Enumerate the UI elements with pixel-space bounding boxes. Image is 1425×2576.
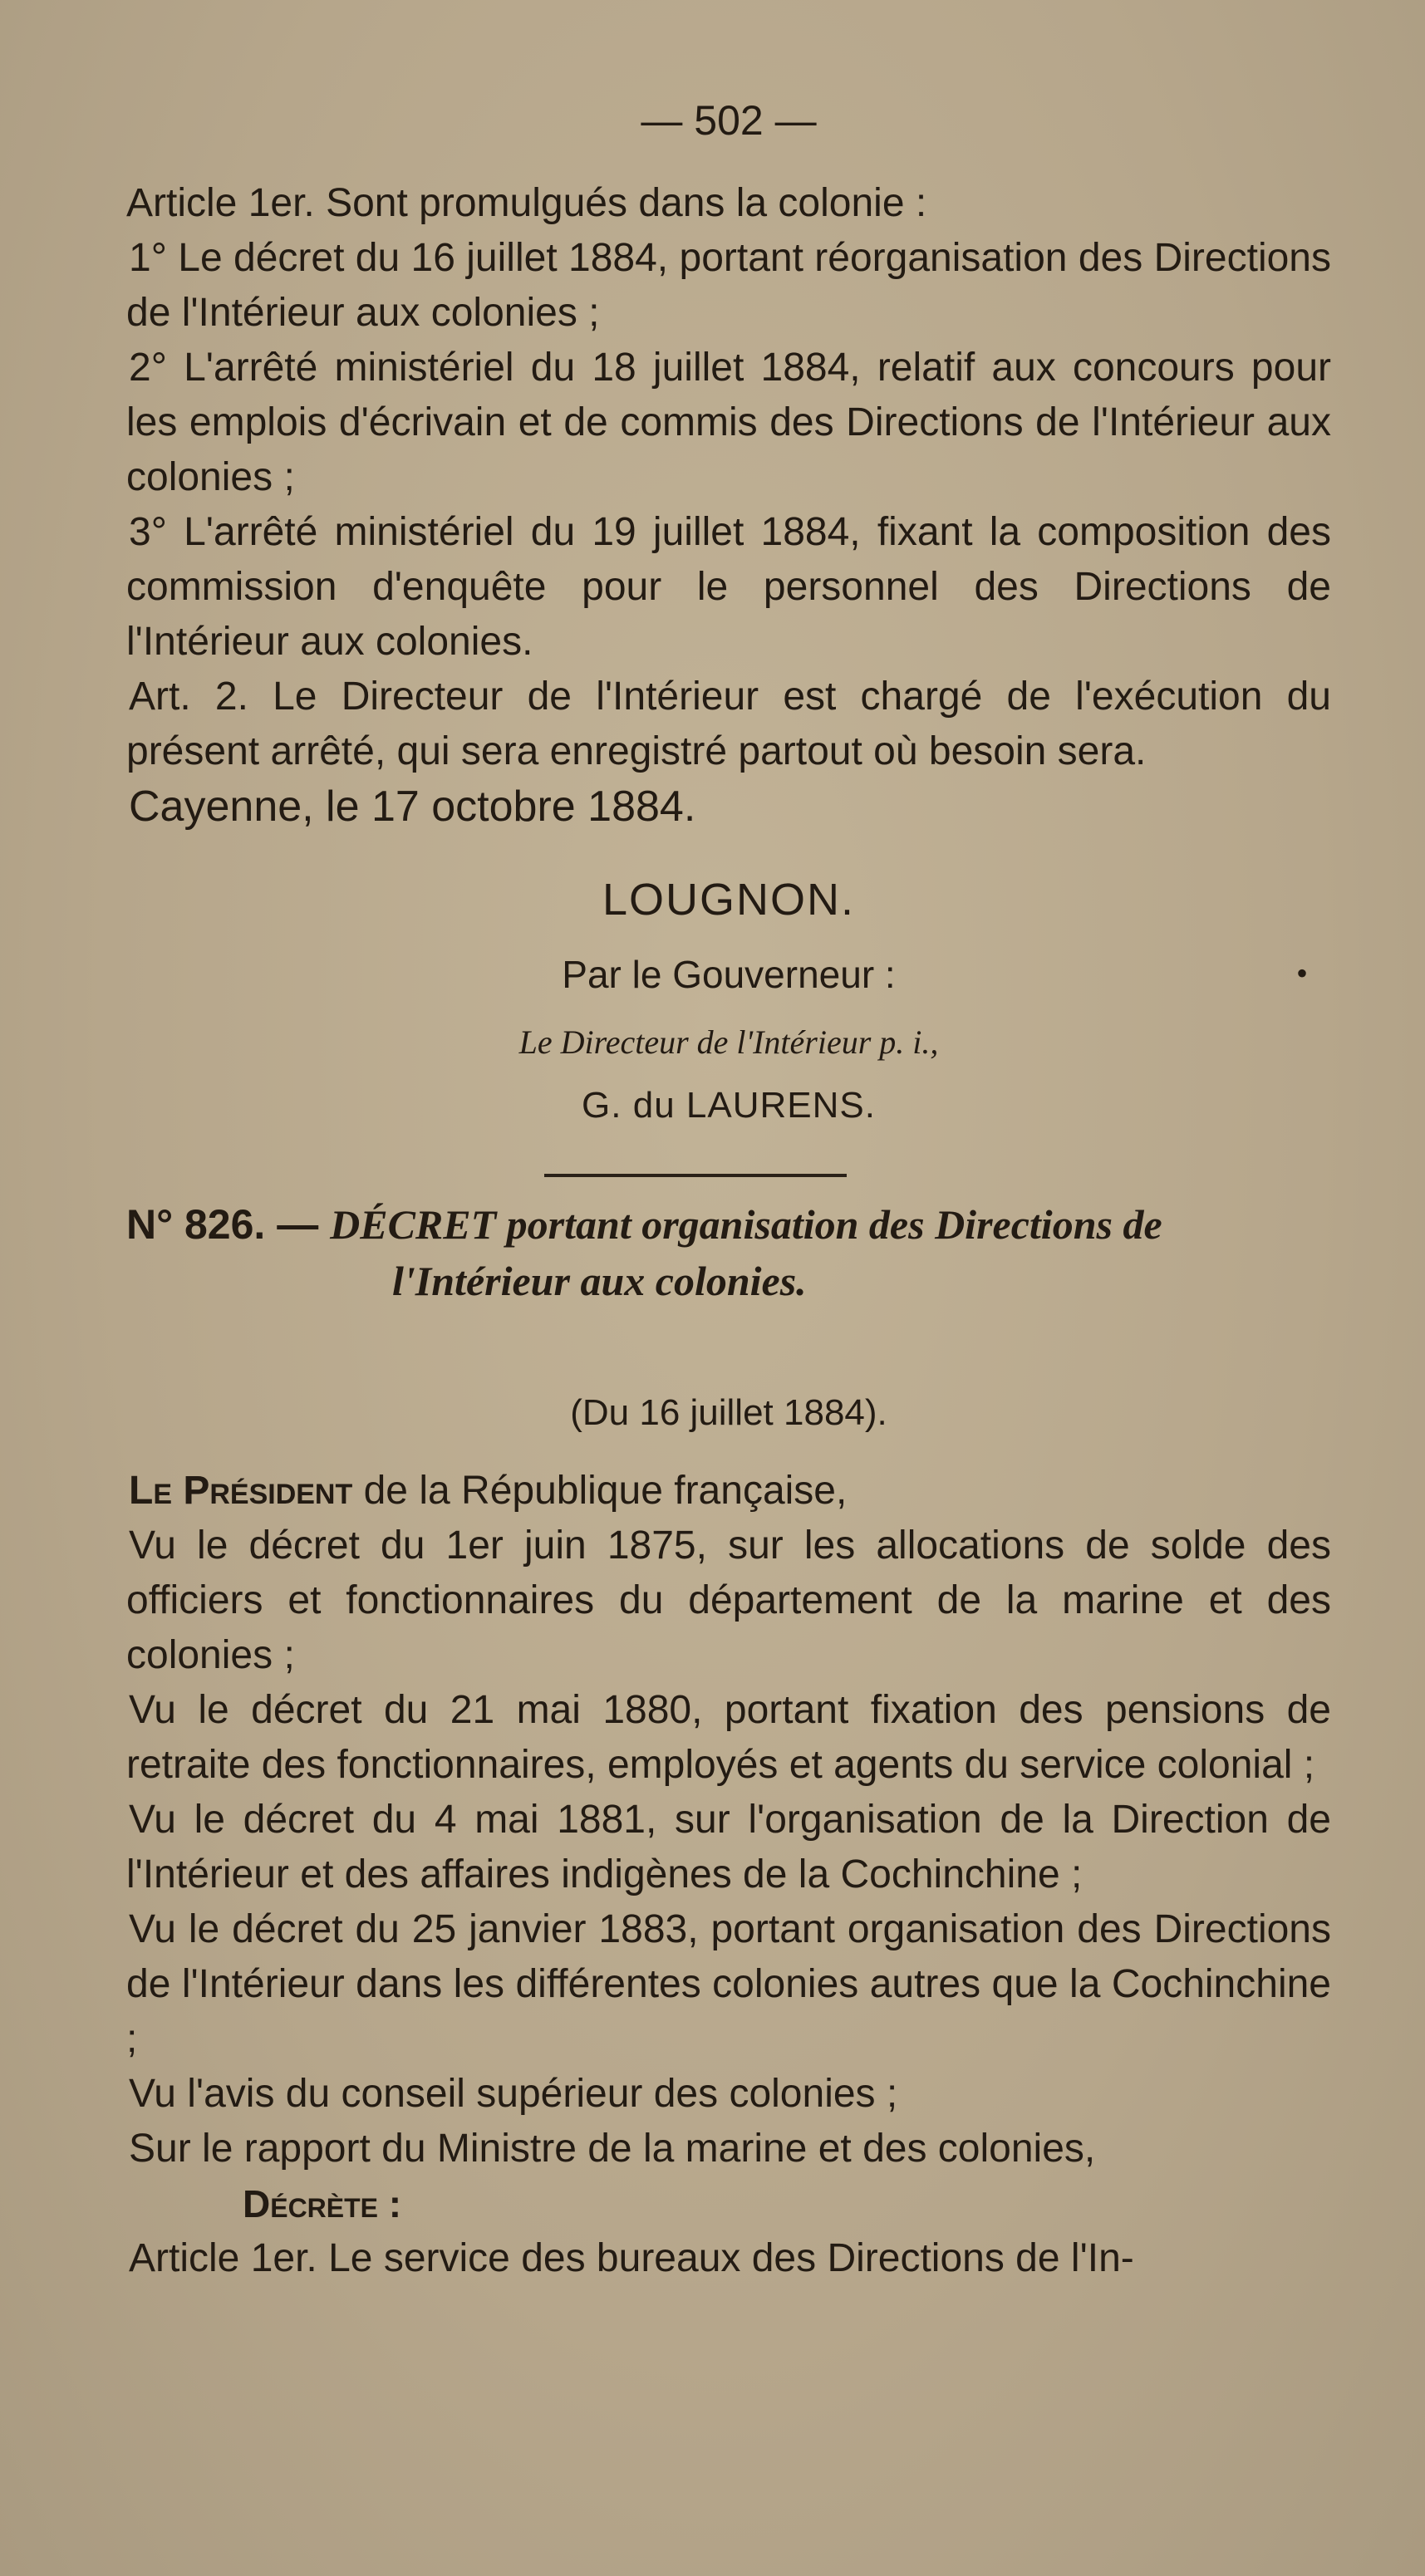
vu-4: Vu le décret du 25 janvier 1883, portant organisation des Directions de l'Intérieur dans les différentes colonies autres que la Cochinchine ; bbox=[126, 1907, 1331, 2061]
vu-5: Vu l'avis du conseil supérieur des colonies ; bbox=[129, 2072, 898, 2116]
rapport: Sur le rapport du Ministre de la marine et des colonies, bbox=[129, 2127, 1096, 2171]
decree-article-1: Article 1er. Le service des bureaux des Directions de l'In- bbox=[129, 2236, 1134, 2280]
section-divider bbox=[544, 1174, 847, 1177]
decrete: Décrète : bbox=[243, 2182, 402, 2225]
place-date: Cayenne, le 17 octobre 1884. bbox=[129, 783, 696, 831]
decree-number: N° 826. — bbox=[126, 1201, 319, 1248]
signatory-name: LOUGNON. bbox=[602, 875, 856, 925]
director-name: G. du LAURENS. bbox=[582, 1085, 876, 1126]
stray-mark: • bbox=[1296, 954, 1309, 992]
article-1-intro: Article 1er. Sont promulgués dans la colonie : bbox=[126, 181, 927, 225]
vu-2: Vu le décret du 21 mai 1880, portant fixation des pensions de retraite des fonctionnaires, employés et agents du service colonial ; bbox=[126, 1688, 1331, 1787]
promulgated-item-1: 1° Le décret du 16 juillet 1884, portant réorganisation des Directions de l'Intérieur aux colonies ; bbox=[126, 236, 1331, 335]
promulgated-item-3: 3° L'arrêté ministériel du 19 juillet 1884, fixant la composition des commission d'enquête pour le personnel des Directions de l'Intérieur aux colonies. bbox=[126, 510, 1331, 664]
by-governor: Par le Gouverneur : bbox=[562, 953, 896, 996]
promulgated-item-2: 2° L'arrêté ministériel du 18 juillet 1884, relatif aux concours pour les emplois d'écrivain et de commis des Directions de l'Intérieur aux colonies ; bbox=[126, 346, 1331, 499]
president-rest: de la République française, bbox=[363, 1469, 848, 1513]
decree-title: DÉCRET portant organisation des Directions de l'Intérieur aux colonies. bbox=[330, 1201, 1162, 1304]
article-2: Art. 2. Le Directeur de l'Intérieur est chargé de l'exécution du présent arrêté, qui sera enregistré partout où besoin sera. bbox=[126, 675, 1331, 773]
vu-3: Vu le décret du 4 mai 1881, sur l'organisation de la Direction de l'Intérieur et des affaires indigènes de la Cochinchine ; bbox=[126, 1798, 1331, 1896]
decree-heading bbox=[126, 1196, 1331, 1309]
decree-body bbox=[126, 1464, 1331, 2286]
vu-1: Vu le décret du 1er juin 1875, sur les allocations de solde des officiers et fonctionnaires du département de la marine et des colonies ; bbox=[126, 1524, 1331, 1677]
page-number: — 502 — bbox=[641, 97, 817, 144]
decree-date: (Du 16 juillet 1884). bbox=[570, 1392, 887, 1433]
promulgation-section bbox=[126, 176, 1331, 834]
president-smallcaps: Le Président bbox=[129, 1469, 353, 1513]
president-line bbox=[126, 1464, 1331, 1519]
director-title: Le Directeur de l'Intérieur p. i., bbox=[518, 1023, 939, 1061]
